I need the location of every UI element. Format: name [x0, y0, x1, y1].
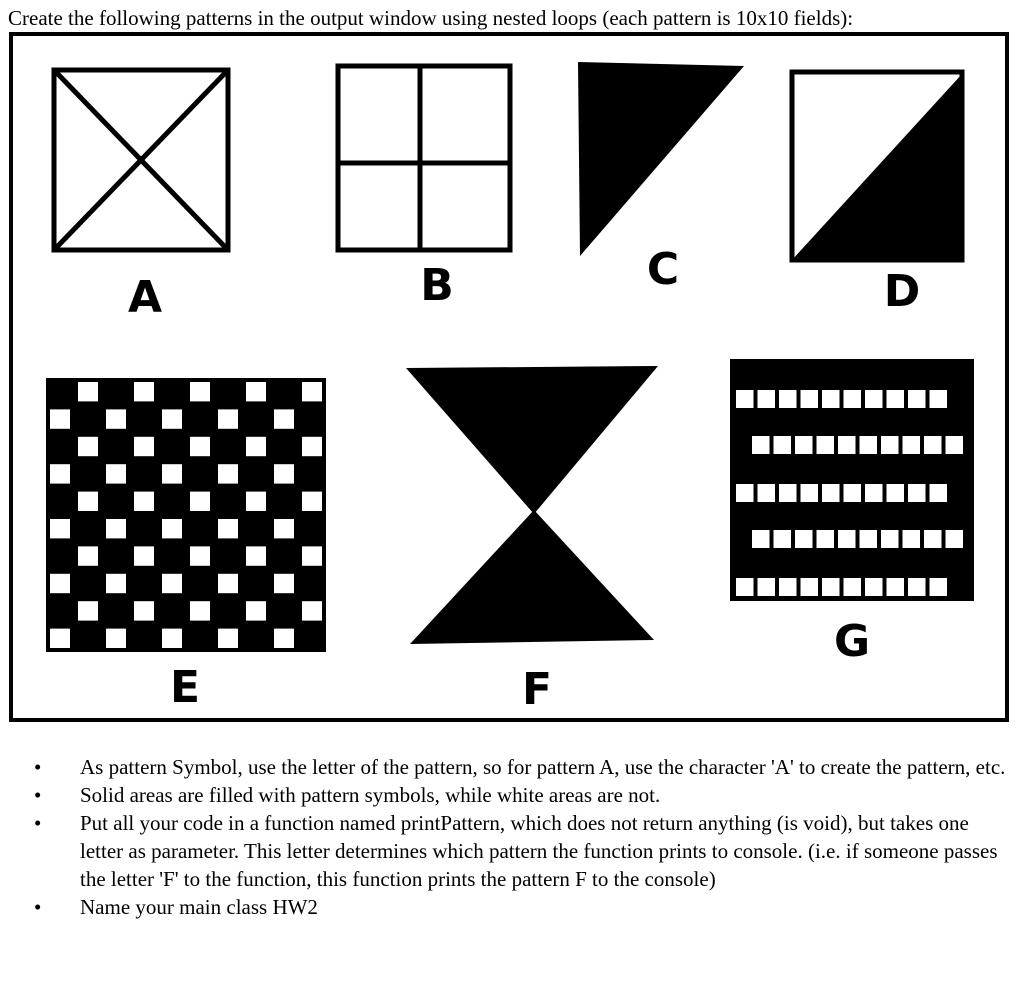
- pattern-e-cell: [50, 409, 70, 428]
- pattern-b-label: B: [420, 260, 454, 311]
- pattern-g-block: [903, 436, 921, 454]
- instructions-list: [0, 753, 1024, 921]
- pattern-g-block: [758, 578, 776, 596]
- pattern-g-block: [924, 530, 942, 548]
- pattern-g-block: [801, 578, 819, 596]
- pattern-e-cell: [218, 519, 238, 538]
- pattern-e-cell: [134, 492, 154, 511]
- pattern-g-block: [774, 530, 792, 548]
- pattern-e-cell: [78, 437, 98, 456]
- instruction-item: [0, 781, 1024, 809]
- pattern-g-block: [903, 530, 921, 548]
- pattern-g-block: [881, 530, 899, 548]
- pattern-g-block: [881, 436, 899, 454]
- pattern-g-block: [860, 436, 878, 454]
- pattern-e-cell: [106, 409, 126, 428]
- pattern-e-cell: [78, 382, 98, 401]
- pattern-g-block: [844, 484, 862, 502]
- pattern-e-cell: [78, 601, 98, 620]
- pattern-g: [730, 359, 974, 601]
- pattern-e-cell: [302, 546, 322, 565]
- bullet-dot-icon: •: [34, 755, 42, 779]
- pattern-e-cell: [106, 629, 126, 648]
- pattern-g-block: [736, 484, 754, 502]
- pattern-g-block: [736, 390, 754, 408]
- pattern-g-block: [795, 530, 813, 548]
- pattern-a-label: A: [127, 272, 163, 323]
- pattern-e-cell: [218, 464, 238, 483]
- pattern-e-cell: [50, 574, 70, 593]
- pattern-e-cell: [106, 574, 126, 593]
- pattern-e-cell: [218, 409, 238, 428]
- pattern-e-cell: [106, 519, 126, 538]
- pattern-g-block: [774, 436, 792, 454]
- pattern-e-cell: [274, 464, 294, 483]
- pattern-g-block: [865, 390, 883, 408]
- pattern-e-cell: [302, 382, 322, 401]
- pattern-e-cell: [246, 492, 266, 511]
- instruction-item: [0, 809, 1024, 893]
- pattern-a: [54, 70, 228, 250]
- intro-text: Create the following patterns in the output window using nested loops (each pattern is 10x10 fields):: [8, 6, 854, 30]
- pattern-g-block: [779, 578, 797, 596]
- pattern-g-block: [865, 578, 883, 596]
- pattern-e-cell: [274, 574, 294, 593]
- pattern-e-cell: [162, 574, 182, 593]
- pattern-e-cell: [134, 437, 154, 456]
- pattern-e-cell: [302, 437, 322, 456]
- pattern-g-block: [844, 390, 862, 408]
- pattern-e-cell: [162, 629, 182, 648]
- bullet-dot-icon: •: [34, 811, 42, 835]
- pattern-g-block: [908, 390, 926, 408]
- pattern-g-block: [795, 436, 813, 454]
- pattern-e-cell: [274, 629, 294, 648]
- pattern-e-cell: [50, 464, 70, 483]
- pattern-e-cell: [302, 492, 322, 511]
- pattern-g-block: [801, 390, 819, 408]
- pattern-g-block: [924, 436, 942, 454]
- pattern-g-block: [930, 578, 948, 596]
- pattern-g-block: [930, 390, 948, 408]
- pattern-g-block: [752, 436, 770, 454]
- bullet-dot-icon: •: [34, 895, 42, 919]
- pattern-e-cell: [190, 437, 210, 456]
- pattern-g-block: [822, 390, 840, 408]
- pattern-g-block: [822, 484, 840, 502]
- pattern-e-cell: [190, 546, 210, 565]
- pattern-g-block: [758, 484, 776, 502]
- pattern-d: [792, 72, 962, 260]
- pattern-c-label: C: [646, 244, 680, 295]
- pattern-e-cell: [134, 601, 154, 620]
- pattern-g-block: [887, 390, 905, 408]
- pattern-e-cell: [218, 574, 238, 593]
- pattern-e-cell: [190, 601, 210, 620]
- pattern-g-block: [946, 436, 964, 454]
- pattern-c: [578, 62, 744, 256]
- pattern-e-cell: [50, 519, 70, 538]
- instruction-text: As pattern Symbol, use the letter of the pattern, so for pattern A, use the character 'A' to create the pattern, etc.: [80, 755, 1006, 779]
- pattern-b: [338, 66, 510, 250]
- pattern-e-cell: [106, 464, 126, 483]
- pattern-e-cell: [246, 546, 266, 565]
- pattern-e-cell: [162, 409, 182, 428]
- pattern-g-block: [887, 484, 905, 502]
- pattern-g-block: [817, 530, 835, 548]
- pattern-e-cell: [246, 437, 266, 456]
- pattern-g-block: [844, 578, 862, 596]
- pattern-e-cell: [246, 382, 266, 401]
- pattern-g-block: [779, 390, 797, 408]
- instruction-item: [0, 893, 1024, 921]
- pattern-e-cell: [78, 546, 98, 565]
- pattern-g-block: [946, 530, 964, 548]
- pattern-g-block: [752, 530, 770, 548]
- pattern-g-block: [838, 436, 856, 454]
- pattern-e-cell: [78, 492, 98, 511]
- pattern-e-cell: [190, 382, 210, 401]
- pattern-e-cell: [134, 546, 154, 565]
- pattern-g-block: [736, 578, 754, 596]
- instruction-item: [0, 753, 1024, 781]
- pattern-g-block: [838, 530, 856, 548]
- pattern-e-cell: [274, 519, 294, 538]
- instruction-text: Name your main class HW2: [80, 895, 318, 919]
- pattern-e-cell: [162, 519, 182, 538]
- bullet-dot-icon: •: [34, 783, 42, 807]
- pattern-g-block: [865, 484, 883, 502]
- pattern-f-label: F: [521, 664, 553, 715]
- pattern-e-cell: [50, 629, 70, 648]
- pattern-g-block: [908, 484, 926, 502]
- pattern-g-block: [801, 484, 819, 502]
- pattern-e-cell: [190, 492, 210, 511]
- pattern-e-cell: [302, 601, 322, 620]
- pattern-e-cell: [246, 601, 266, 620]
- pattern-e-cell: [134, 382, 154, 401]
- pattern-e: [46, 378, 326, 652]
- pattern-f: [406, 366, 658, 644]
- pattern-g-block: [817, 436, 835, 454]
- pattern-g-block: [930, 484, 948, 502]
- pattern-g-block: [908, 578, 926, 596]
- pattern-e-cell: [162, 464, 182, 483]
- pattern-g-block: [822, 578, 840, 596]
- pattern-e-cell: [218, 629, 238, 648]
- pattern-g-block: [758, 390, 776, 408]
- pattern-g-label: G: [833, 616, 871, 667]
- instruction-text: Solid areas are filled with pattern symbols, while white areas are not.: [80, 783, 661, 807]
- pattern-g-block: [860, 530, 878, 548]
- pattern-g-block: [887, 578, 905, 596]
- pattern-d-label: D: [883, 266, 921, 317]
- instruction-text: Put all your code in a function named printPattern, which does not return anything (is void), but takes one letter as parameter. This letter determines which pattern the function prints to console. (i.e. if someone passes the letter 'F' to the function, this function prints the pattern F to the console): [80, 811, 998, 891]
- pattern-g-block: [779, 484, 797, 502]
- pattern-e-cell: [274, 409, 294, 428]
- pattern-e-label: E: [169, 662, 201, 713]
